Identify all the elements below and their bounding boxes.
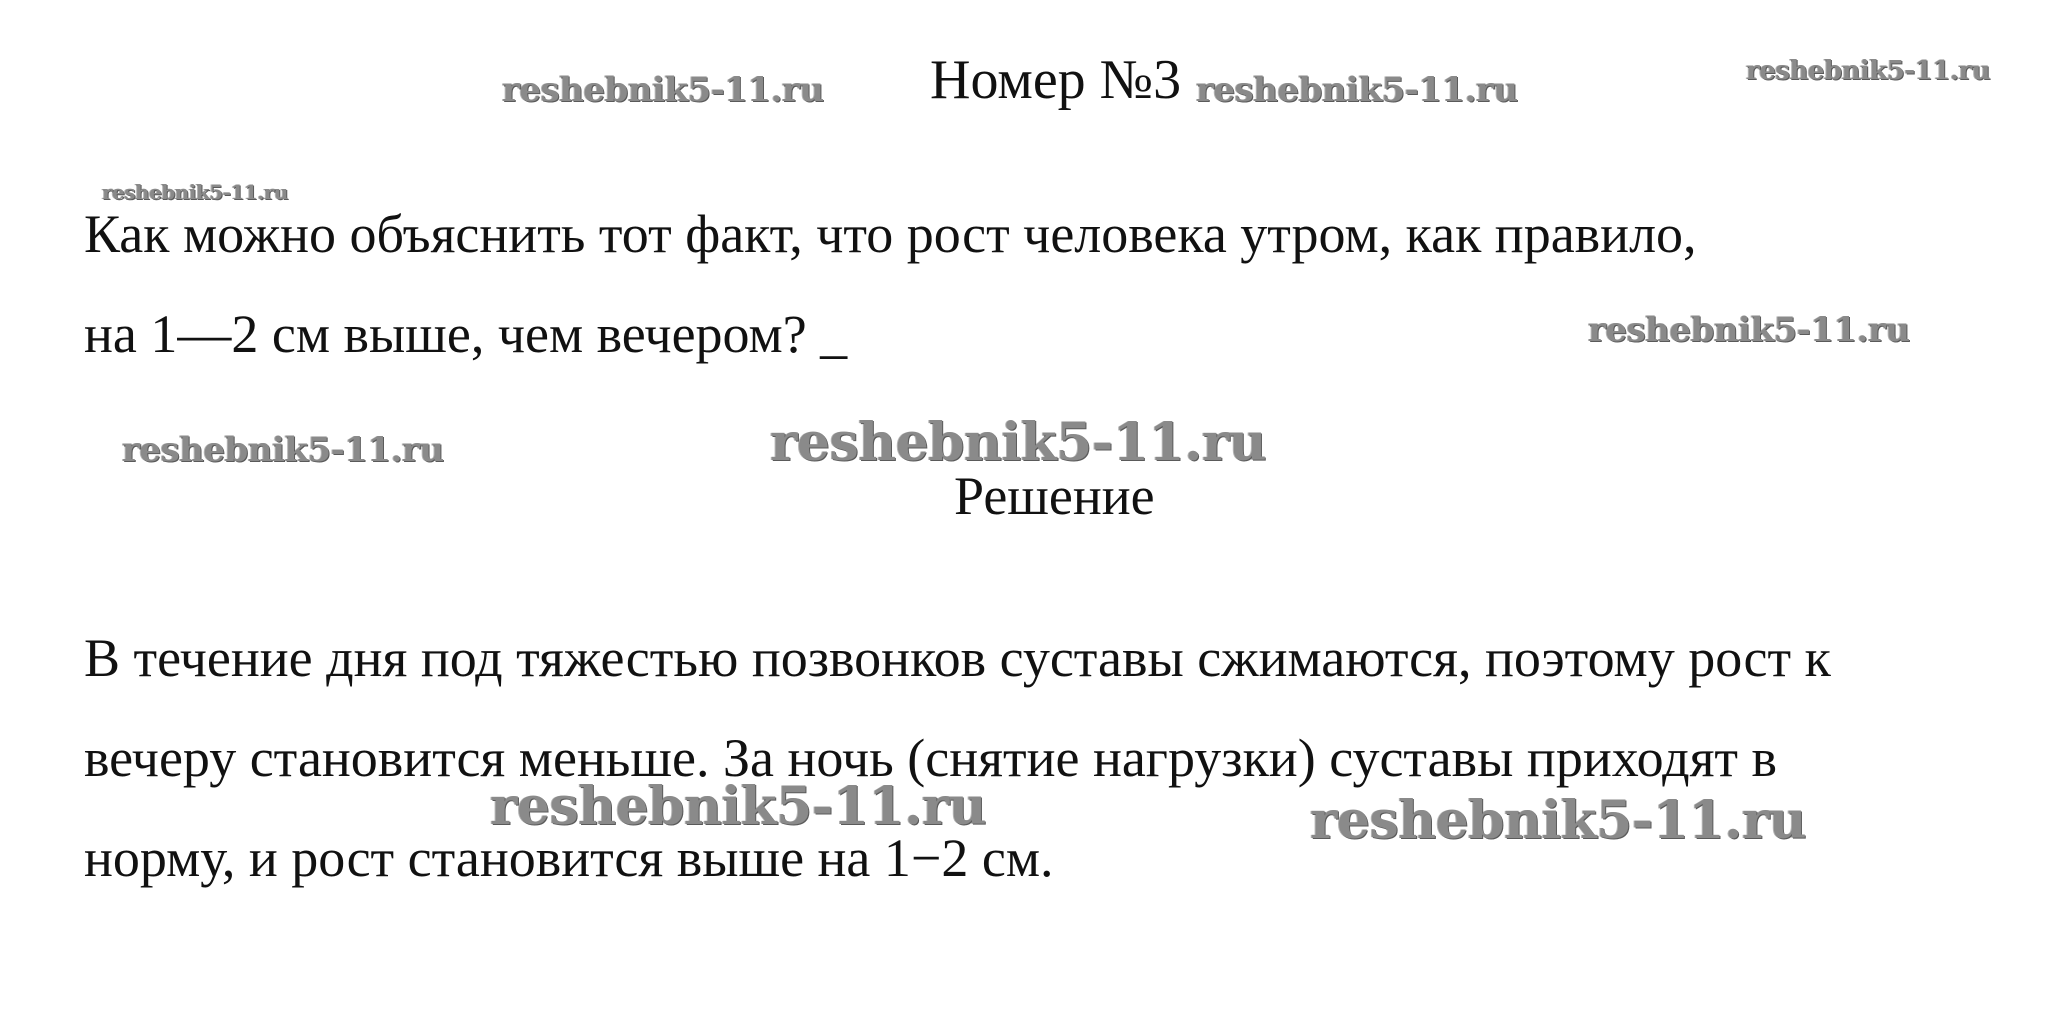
- watermark: reshebnik5-11.ru: [122, 430, 444, 470]
- question-text-line-1: Как можно объяснить тот факт, что рост человека утром, как правило,: [84, 204, 1697, 264]
- answer-text-line-1: В течение дня под тяжестью позвонков суставы сжимаются, поэтому рост к: [84, 628, 1831, 688]
- answer-text-line-2: вечеру становится меньше. За ночь (снятие нагрузки) суставы приходят в: [84, 728, 1778, 788]
- solution-heading: Решение: [954, 466, 1155, 526]
- watermark: reshebnik5-11.ru: [490, 776, 987, 837]
- question-text-line-2: на 1—2 см выше, чем вечером? _: [84, 304, 848, 364]
- watermark: reshebnik5-11.ru: [102, 180, 288, 204]
- watermark: reshebnik5-11.ru: [1746, 56, 1991, 86]
- watermark: reshebnik5-11.ru: [1196, 70, 1518, 110]
- answer-text-line-3: норму, и рост становится выше на 1−2 см.: [84, 828, 1054, 888]
- watermark: reshebnik5-11.ru: [770, 412, 1267, 473]
- watermark: reshebnik5-11.ru: [1310, 790, 1807, 851]
- page-title: Номер №3: [930, 49, 1182, 111]
- watermark: reshebnik5-11.ru: [502, 70, 824, 110]
- watermark: reshebnik5-11.ru: [1588, 310, 1910, 350]
